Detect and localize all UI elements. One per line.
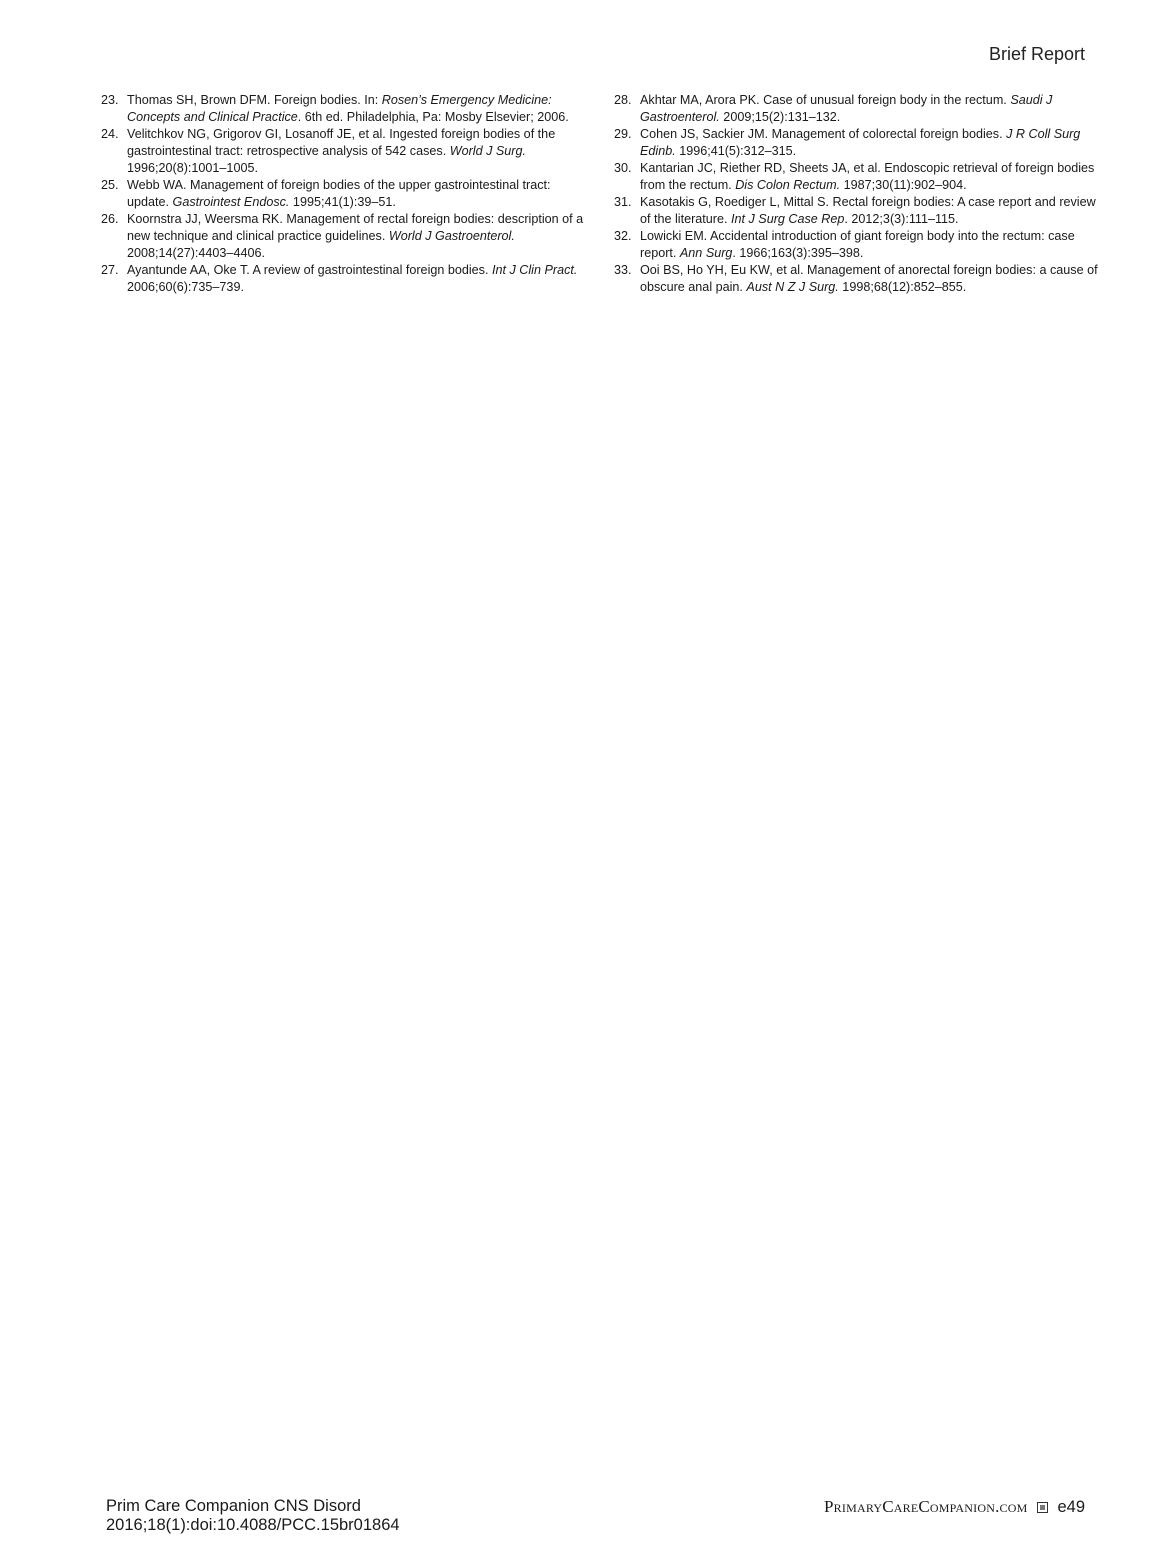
reference-segment: Velitchkov NG, Grigorov GI, Losanoff JE, et al. Ingested foreign bodies of the gastrointestinal tract: retrospective analysis of 542 cases. <box>127 127 556 158</box>
footer-site-link[interactable]: PrimaryCareCompanion.com <box>824 1497 1028 1516</box>
footer-page-info <box>824 1497 1085 1517</box>
reference-segment: 1998;68(12):852–855. <box>838 280 967 294</box>
reference-segment: Ooi BS, Ho YH, Eu KW, et al. Management of anorectal foreign bodies: a cause of obscure anal pain. <box>640 263 1098 294</box>
reference-number: 24. <box>101 127 119 141</box>
reference-item <box>101 177 586 211</box>
reference-segment: 1995;41(1):39–51. <box>289 195 396 209</box>
reference-text <box>127 262 586 296</box>
reference-item <box>101 262 586 296</box>
reference-segment: 2009;15(2):131–132. <box>719 110 841 124</box>
reference-item <box>614 92 1099 126</box>
reference-text <box>640 228 1099 262</box>
reference-number: 30. <box>614 161 632 175</box>
reference-segment: 2008;14(27):4403–4406. <box>127 246 265 260</box>
reference-segment: 1987;30(11):902–904. <box>840 178 967 192</box>
reference-text <box>127 177 586 211</box>
reference-segment: . 6th ed. Philadelphia, Pa: Mosby Elsevier; 2006. <box>297 110 569 124</box>
reference-number: 33. <box>614 263 632 277</box>
reference-text <box>127 126 586 177</box>
reference-segment: Akhtar MA, Arora PK. Case of unusual foreign body in the rectum. <box>640 93 1011 107</box>
reference-journal-title: Ann Surg <box>679 246 733 260</box>
reference-segment: Webb WA. Management of foreign bodies of the upper gastrointestinal tract: update. <box>127 178 551 209</box>
reference-number: 27. <box>101 263 119 277</box>
reference-segment: 2006;60(6):735–739. <box>127 280 244 294</box>
reference-segment: Lowicki EM. Accidental introduction of giant foreign body into the rectum: case report. <box>640 229 1075 260</box>
reference-journal-title: Saudi J Gastroenterol. <box>640 93 1053 124</box>
reference-segment: Ayantunde AA, Oke T. A review of gastrointestinal foreign bodies. <box>127 263 492 277</box>
reference-number: 29. <box>614 127 632 141</box>
reference-text <box>640 194 1099 228</box>
reference-number: 26. <box>101 212 119 226</box>
reference-journal-title: Aust N Z J Surg. <box>746 280 839 294</box>
reference-item <box>614 262 1099 296</box>
section-label: Brief Report <box>988 44 1085 64</box>
reference-journal-title: Dis Colon Rectum. <box>735 178 841 192</box>
reference-number: 32. <box>614 229 632 243</box>
footer-journal: Prim Care Companion CNS Disord <box>106 1497 361 1515</box>
reference-item <box>614 126 1099 160</box>
reference-journal-title: World J Surg. <box>449 144 526 158</box>
reference-text <box>127 92 586 126</box>
reference-segment: . 2012;3(3):111–115. <box>844 212 959 226</box>
reference-journal-title: Int J Clin Pract. <box>491 263 578 277</box>
footer-citation <box>106 1497 400 1535</box>
reference-text <box>640 160 1099 194</box>
reference-text <box>640 126 1099 160</box>
page-number: e49 <box>1057 1497 1085 1516</box>
reference-item <box>101 92 586 126</box>
reference-item <box>614 228 1099 262</box>
reference-item <box>614 160 1099 194</box>
references-left-column <box>101 92 586 296</box>
reference-number: 28. <box>614 93 632 107</box>
reference-journal-title: J R Coll Surg Edinb. <box>640 127 1081 158</box>
reference-segment: 1996;20(8):1001–1005. <box>127 161 258 175</box>
reference-journal-title: Gastrointest Endosc. <box>172 195 290 209</box>
reference-segment: . 1966;163(3):395–398. <box>732 246 864 260</box>
reference-number: 25. <box>101 178 119 192</box>
references-right-column <box>614 92 1099 296</box>
reference-journal-title: World J Gastroenterol. <box>388 229 515 243</box>
separator-square-icon <box>1037 1502 1048 1513</box>
reference-segment: Koornstra JJ, Weersma RK. Management of rectal foreign bodies: description of a new technique and clinical practice guidelines. <box>127 212 584 243</box>
reference-text <box>640 262 1099 296</box>
reference-text <box>640 92 1099 126</box>
reference-number: 31. <box>614 195 632 209</box>
reference-segment: 1996;41(5):312–315. <box>675 144 797 158</box>
reference-text <box>127 211 586 262</box>
reference-segment: Cohen JS, Sackier JM. Management of colorectal foreign bodies. <box>640 127 1007 141</box>
reference-segment: Kantarian JC, Riether RD, Sheets JA, et al. Endoscopic retrieval of foreign bodies from the rectum. <box>640 161 1095 192</box>
reference-journal-title: Int J Surg Case Rep <box>731 212 845 226</box>
reference-item <box>101 126 586 177</box>
reference-journal-title: Rosen’s Emergency Medicine: Concepts and Clinical Practice <box>127 93 552 124</box>
reference-number: 23. <box>101 93 119 107</box>
reference-segment: Kasotakis G, Roediger L, Mittal S. Rectal foreign bodies: A case report and review of the literature. <box>640 195 1096 226</box>
footer-doi: 2016;18(1):doi:10.4088/PCC.15br01864 <box>106 1516 400 1534</box>
reference-item <box>614 194 1099 228</box>
reference-item <box>101 211 586 262</box>
reference-segment: Thomas SH, Brown DFM. Foreign bodies. In: <box>127 93 382 107</box>
